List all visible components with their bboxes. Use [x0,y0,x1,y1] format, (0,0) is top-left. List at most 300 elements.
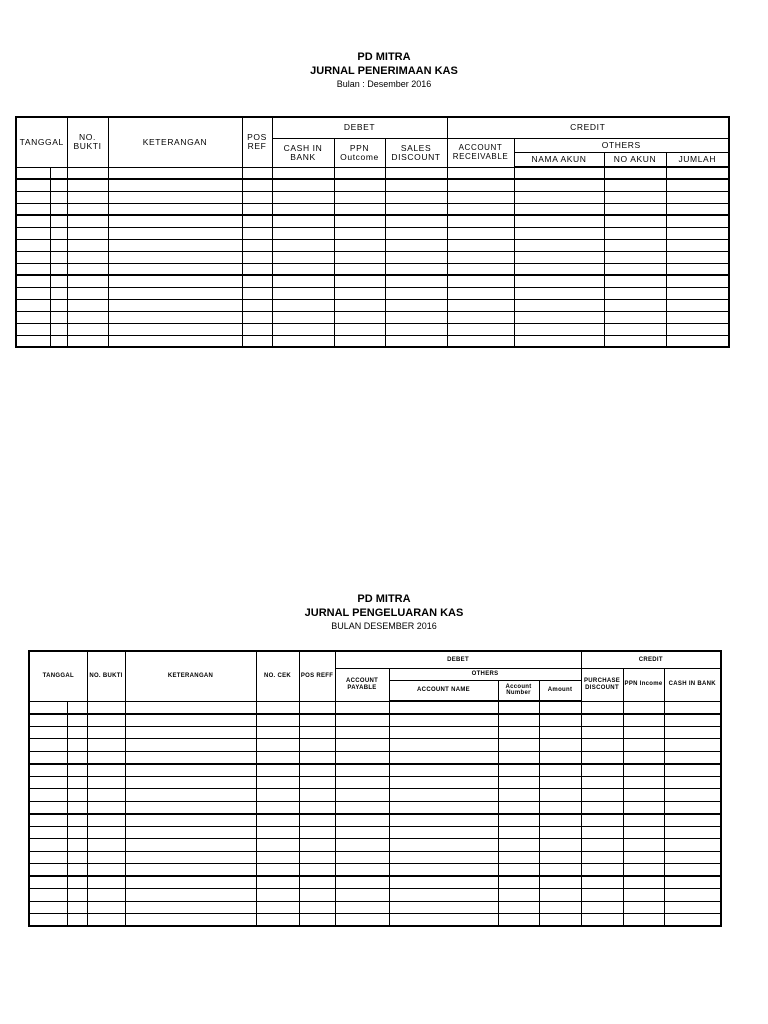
ledger-cell[interactable] [67,851,87,864]
ledger-cell[interactable] [385,299,447,311]
ledger-cell[interactable] [334,263,385,275]
ledger-cell[interactable] [389,739,498,752]
ledger-cell[interactable] [50,191,67,203]
ledger-cell[interactable] [335,751,389,764]
ledger-cell[interactable] [299,701,335,714]
ledger-cell[interactable] [29,889,67,902]
ledger-cell[interactable] [67,335,108,347]
ledger-cell[interactable] [272,239,334,251]
ledger-cell[interactable] [299,814,335,827]
ledger-cell[interactable] [125,814,256,827]
ledger-cell[interactable] [299,826,335,839]
ledger-cell[interactable] [623,851,664,864]
ledger-cell[interactable] [581,839,623,852]
ledger-cell[interactable] [498,826,539,839]
ledger-cell[interactable] [514,227,604,239]
ledger-cell[interactable] [242,311,272,323]
ledger-cell[interactable] [514,323,604,335]
ledger-cell[interactable] [514,287,604,299]
ledger-cell[interactable] [108,239,242,251]
ledger-cell[interactable] [389,789,498,802]
ledger-cell[interactable] [389,726,498,739]
ledger-cell[interactable] [664,839,721,852]
ledger-cell[interactable] [498,751,539,764]
ledger-cell[interactable] [335,814,389,827]
ledger-cell[interactable] [299,726,335,739]
ledger-cell[interactable] [664,789,721,802]
ledger-cell[interactable] [242,215,272,227]
ledger-cell[interactable] [67,889,87,902]
ledger-cell[interactable] [299,914,335,927]
ledger-cell[interactable] [272,203,334,215]
ledger-cell[interactable] [581,751,623,764]
ledger-cell[interactable] [67,275,108,287]
ledger-cell[interactable] [108,335,242,347]
ledger-cell[interactable] [299,764,335,777]
ledger-cell[interactable] [604,215,666,227]
ledger-cell[interactable] [514,215,604,227]
ledger-cell[interactable] [664,776,721,789]
ledger-cell[interactable] [29,826,67,839]
ledger-cell[interactable] [385,215,447,227]
ledger-cell[interactable] [29,864,67,877]
ledger-cell[interactable] [67,839,87,852]
ledger-cell[interactable] [623,801,664,814]
ledger-cell[interactable] [623,814,664,827]
ledger-cell[interactable] [67,826,87,839]
ledger-cell[interactable] [335,914,389,927]
ledger-cell[interactable] [514,299,604,311]
ledger-cell[interactable] [514,335,604,347]
ledger-cell[interactable] [334,287,385,299]
ledger-cell[interactable] [16,287,50,299]
ledger-cell[interactable] [272,215,334,227]
ledger-cell[interactable] [335,801,389,814]
ledger-cell[interactable] [539,726,581,739]
ledger-cell[interactable] [623,776,664,789]
ledger-cell[interactable] [242,203,272,215]
ledger-cell[interactable] [385,167,447,179]
ledger-cell[interactable] [256,776,299,789]
ledger-cell[interactable] [581,714,623,727]
ledger-cell[interactable] [335,901,389,914]
ledger-cell[interactable] [87,714,125,727]
ledger-cell[interactable] [539,914,581,927]
ledger-cell[interactable] [581,889,623,902]
ledger-cell[interactable] [664,814,721,827]
ledger-cell[interactable] [108,179,242,191]
ledger-cell[interactable] [16,215,50,227]
ledger-cell[interactable] [335,839,389,852]
ledger-cell[interactable] [125,851,256,864]
ledger-cell[interactable] [498,789,539,802]
ledger-cell[interactable] [389,826,498,839]
ledger-cell[interactable] [664,851,721,864]
ledger-cell[interactable] [389,851,498,864]
ledger-cell[interactable] [604,335,666,347]
ledger-cell[interactable] [389,764,498,777]
ledger-cell[interactable] [623,889,664,902]
ledger-cell[interactable] [389,776,498,789]
ledger-cell[interactable] [67,215,108,227]
ledger-cell[interactable] [108,203,242,215]
ledger-cell[interactable] [447,335,514,347]
ledger-cell[interactable] [666,311,729,323]
ledger-cell[interactable] [242,335,272,347]
ledger-cell[interactable] [256,726,299,739]
ledger-cell[interactable] [498,701,539,714]
ledger-cell[interactable] [335,876,389,889]
ledger-cell[interactable] [50,227,67,239]
ledger-cell[interactable] [666,335,729,347]
ledger-cell[interactable] [514,251,604,263]
ledger-cell[interactable] [385,323,447,335]
ledger-cell[interactable] [539,801,581,814]
ledger-cell[interactable] [256,714,299,727]
ledger-cell[interactable] [50,239,67,251]
ledger-cell[interactable] [50,311,67,323]
ledger-cell[interactable] [87,814,125,827]
ledger-cell[interactable] [623,701,664,714]
ledger-cell[interactable] [242,239,272,251]
ledger-cell[interactable] [256,801,299,814]
ledger-cell[interactable] [67,311,108,323]
ledger-cell[interactable] [498,801,539,814]
ledger-cell[interactable] [539,714,581,727]
ledger-cell[interactable] [335,826,389,839]
ledger-cell[interactable] [385,287,447,299]
ledger-cell[interactable] [272,263,334,275]
ledger-cell[interactable] [385,227,447,239]
ledger-cell[interactable] [514,239,604,251]
ledger-cell[interactable] [29,714,67,727]
ledger-cell[interactable] [87,864,125,877]
ledger-cell[interactable] [623,764,664,777]
ledger-cell[interactable] [604,299,666,311]
ledger-cell[interactable] [108,299,242,311]
ledger-cell[interactable] [623,914,664,927]
ledger-cell[interactable] [623,789,664,802]
ledger-cell[interactable] [108,227,242,239]
ledger-cell[interactable] [299,751,335,764]
ledger-cell[interactable] [16,179,50,191]
ledger-cell[interactable] [447,203,514,215]
ledger-cell[interactable] [16,323,50,335]
ledger-cell[interactable] [539,851,581,864]
ledger-cell[interactable] [67,179,108,191]
ledger-cell[interactable] [335,789,389,802]
ledger-cell[interactable] [108,263,242,275]
ledger-cell[interactable] [385,335,447,347]
ledger-cell[interactable] [335,776,389,789]
ledger-cell[interactable] [242,191,272,203]
ledger-cell[interactable] [16,275,50,287]
ledger-cell[interactable] [299,889,335,902]
ledger-cell[interactable] [272,191,334,203]
ledger-cell[interactable] [334,179,385,191]
ledger-cell[interactable] [125,739,256,752]
ledger-cell[interactable] [385,263,447,275]
ledger-cell[interactable] [125,864,256,877]
ledger-cell[interactable] [87,764,125,777]
ledger-cell[interactable] [108,167,242,179]
ledger-cell[interactable] [256,789,299,802]
ledger-cell[interactable] [581,826,623,839]
ledger-cell[interactable] [335,714,389,727]
ledger-cell[interactable] [664,701,721,714]
ledger-cell[interactable] [664,764,721,777]
ledger-cell[interactable] [666,323,729,335]
ledger-cell[interactable] [125,801,256,814]
ledger-cell[interactable] [256,901,299,914]
ledger-cell[interactable] [581,726,623,739]
ledger-cell[interactable] [67,739,87,752]
ledger-cell[interactable] [256,889,299,902]
ledger-cell[interactable] [664,714,721,727]
ledger-cell[interactable] [604,191,666,203]
ledger-cell[interactable] [581,739,623,752]
ledger-cell[interactable] [447,323,514,335]
ledger-cell[interactable] [50,251,67,263]
ledger-cell[interactable] [16,299,50,311]
ledger-cell[interactable] [581,814,623,827]
ledger-cell[interactable] [604,227,666,239]
ledger-cell[interactable] [335,701,389,714]
ledger-cell[interactable] [108,323,242,335]
ledger-cell[interactable] [335,864,389,877]
ledger-cell[interactable] [67,901,87,914]
ledger-cell[interactable] [87,839,125,852]
ledger-cell[interactable] [125,914,256,927]
ledger-cell[interactable] [29,751,67,764]
ledger-cell[interactable] [389,701,498,714]
ledger-cell[interactable] [447,227,514,239]
ledger-cell[interactable] [664,739,721,752]
ledger-cell[interactable] [67,876,87,889]
ledger-cell[interactable] [125,826,256,839]
ledger-cell[interactable] [581,764,623,777]
ledger-cell[interactable] [623,864,664,877]
ledger-cell[interactable] [256,839,299,852]
ledger-cell[interactable] [385,251,447,263]
ledger-cell[interactable] [87,876,125,889]
ledger-cell[interactable] [335,889,389,902]
ledger-cell[interactable] [623,714,664,727]
ledger-cell[interactable] [334,299,385,311]
ledger-cell[interactable] [623,876,664,889]
ledger-cell[interactable] [242,299,272,311]
ledger-cell[interactable] [87,851,125,864]
ledger-cell[interactable] [514,263,604,275]
ledger-cell[interactable] [666,239,729,251]
ledger-cell[interactable] [498,876,539,889]
ledger-cell[interactable] [242,287,272,299]
ledger-cell[interactable] [16,227,50,239]
ledger-cell[interactable] [666,263,729,275]
ledger-cell[interactable] [623,739,664,752]
ledger-cell[interactable] [242,167,272,179]
ledger-cell[interactable] [67,789,87,802]
ledger-cell[interactable] [604,323,666,335]
ledger-cell[interactable] [67,764,87,777]
ledger-cell[interactable] [272,335,334,347]
ledger-cell[interactable] [604,287,666,299]
ledger-cell[interactable] [256,701,299,714]
ledger-cell[interactable] [125,764,256,777]
ledger-cell[interactable] [67,203,108,215]
ledger-cell[interactable] [335,726,389,739]
ledger-cell[interactable] [272,167,334,179]
ledger-cell[interactable] [299,901,335,914]
ledger-cell[interactable] [623,826,664,839]
ledger-cell[interactable] [498,714,539,727]
ledger-cell[interactable] [581,801,623,814]
ledger-cell[interactable] [447,215,514,227]
ledger-cell[interactable] [334,275,385,287]
ledger-cell[interactable] [50,335,67,347]
ledger-cell[interactable] [664,914,721,927]
ledger-cell[interactable] [664,726,721,739]
ledger-cell[interactable] [125,789,256,802]
ledger-cell[interactable] [67,714,87,727]
ledger-cell[interactable] [664,864,721,877]
ledger-cell[interactable] [498,726,539,739]
ledger-cell[interactable] [67,323,108,335]
ledger-cell[interactable] [67,701,87,714]
ledger-cell[interactable] [334,215,385,227]
ledger-cell[interactable] [272,323,334,335]
ledger-cell[interactable] [299,839,335,852]
ledger-cell[interactable] [108,215,242,227]
ledger-cell[interactable] [389,814,498,827]
ledger-cell[interactable] [666,287,729,299]
ledger-cell[interactable] [581,851,623,864]
ledger-cell[interactable] [272,275,334,287]
ledger-cell[interactable] [385,311,447,323]
ledger-cell[interactable] [539,789,581,802]
ledger-cell[interactable] [67,801,87,814]
ledger-cell[interactable] [87,826,125,839]
ledger-cell[interactable] [299,789,335,802]
ledger-cell[interactable] [29,726,67,739]
ledger-cell[interactable] [539,701,581,714]
ledger-cell[interactable] [125,901,256,914]
ledger-cell[interactable] [581,914,623,927]
ledger-cell[interactable] [389,914,498,927]
ledger-cell[interactable] [666,251,729,263]
ledger-cell[interactable] [242,179,272,191]
ledger-cell[interactable] [242,323,272,335]
ledger-cell[interactable] [539,864,581,877]
ledger-cell[interactable] [272,311,334,323]
ledger-cell[interactable] [623,839,664,852]
ledger-cell[interactable] [498,814,539,827]
ledger-cell[interactable] [623,901,664,914]
ledger-cell[interactable] [447,299,514,311]
ledger-cell[interactable] [447,275,514,287]
ledger-cell[interactable] [87,739,125,752]
ledger-cell[interactable] [389,714,498,727]
ledger-cell[interactable] [498,864,539,877]
ledger-cell[interactable] [67,751,87,764]
ledger-cell[interactable] [664,751,721,764]
ledger-cell[interactable] [29,876,67,889]
ledger-cell[interactable] [666,227,729,239]
ledger-cell[interactable] [385,191,447,203]
ledger-cell[interactable] [581,876,623,889]
ledger-cell[interactable] [581,864,623,877]
ledger-cell[interactable] [604,239,666,251]
ledger-cell[interactable] [664,876,721,889]
ledger-cell[interactable] [514,203,604,215]
ledger-cell[interactable] [256,751,299,764]
ledger-cell[interactable] [389,839,498,852]
ledger-cell[interactable] [256,851,299,864]
ledger-cell[interactable] [67,914,87,927]
ledger-cell[interactable] [389,801,498,814]
ledger-cell[interactable] [242,275,272,287]
ledger-cell[interactable] [385,239,447,251]
ledger-cell[interactable] [335,851,389,864]
ledger-cell[interactable] [256,876,299,889]
ledger-cell[interactable] [389,889,498,902]
ledger-cell[interactable] [29,739,67,752]
ledger-cell[interactable] [581,776,623,789]
ledger-cell[interactable] [447,167,514,179]
ledger-cell[interactable] [50,287,67,299]
ledger-cell[interactable] [256,764,299,777]
ledger-cell[interactable] [335,739,389,752]
ledger-cell[interactable] [604,263,666,275]
ledger-cell[interactable] [664,901,721,914]
ledger-cell[interactable] [604,179,666,191]
ledger-cell[interactable] [385,179,447,191]
ledger-cell[interactable] [335,764,389,777]
ledger-cell[interactable] [108,311,242,323]
ledger-cell[interactable] [29,814,67,827]
ledger-cell[interactable] [604,275,666,287]
ledger-cell[interactable] [389,864,498,877]
ledger-cell[interactable] [87,889,125,902]
ledger-cell[interactable] [87,901,125,914]
ledger-cell[interactable] [334,323,385,335]
ledger-cell[interactable] [108,191,242,203]
ledger-cell[interactable] [623,726,664,739]
ledger-cell[interactable] [447,191,514,203]
ledger-cell[interactable] [498,901,539,914]
ledger-cell[interactable] [666,215,729,227]
ledger-cell[interactable] [67,299,108,311]
ledger-cell[interactable] [87,801,125,814]
ledger-cell[interactable] [50,203,67,215]
ledger-cell[interactable] [334,191,385,203]
ledger-cell[interactable] [67,864,87,877]
ledger-cell[interactable] [29,801,67,814]
ledger-cell[interactable] [514,191,604,203]
ledger-cell[interactable] [539,751,581,764]
ledger-cell[interactable] [539,876,581,889]
ledger-cell[interactable] [389,901,498,914]
ledger-cell[interactable] [87,776,125,789]
ledger-cell[interactable] [67,239,108,251]
ledger-cell[interactable] [125,726,256,739]
ledger-cell[interactable] [87,751,125,764]
ledger-cell[interactable] [256,864,299,877]
ledger-cell[interactable] [299,876,335,889]
ledger-cell[interactable] [29,839,67,852]
ledger-cell[interactable] [447,239,514,251]
ledger-cell[interactable] [87,789,125,802]
